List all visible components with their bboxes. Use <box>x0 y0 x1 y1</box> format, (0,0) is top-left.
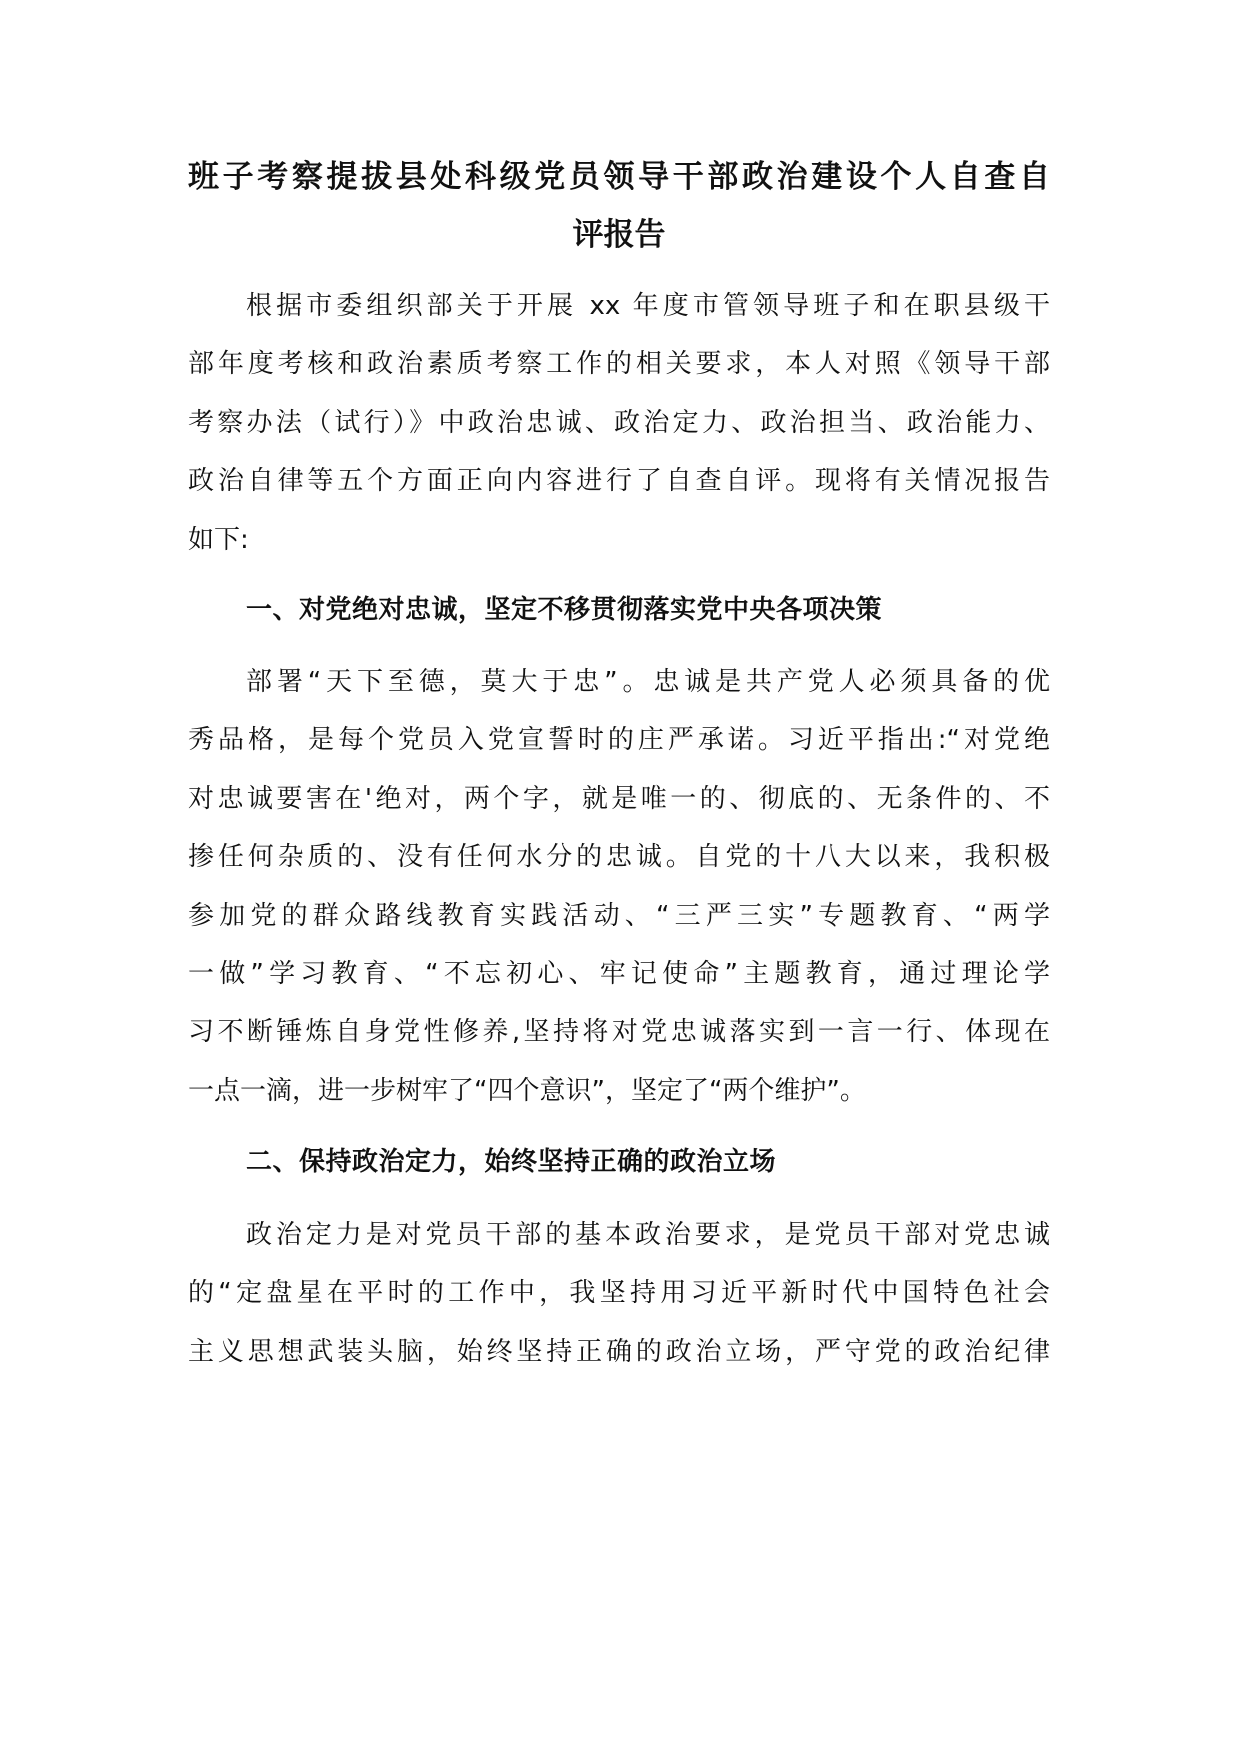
paragraph-line: 秀品格，是每个党员入党宣誓时的庄严承诺。习近平指出:“对党绝 <box>188 725 1050 756</box>
paragraph-line: 部年度考核和政治素质考察工作的相关要求，本人对照《领导干部 <box>188 349 1050 380</box>
paragraph-line: 一做”学习教育、“不忘初心、牢记使命”主题教育，通过理论学 <box>188 958 1050 989</box>
paragraph-line: 部署“天下至德，莫大于忠”。忠诚是共产党人必须具备的优 <box>246 667 1050 697</box>
paragraph-line: 参加党的群众路线教育实践活动、“三严三实”专题教育、“两学 <box>188 900 1050 931</box>
paragraph-line: 如下: <box>188 524 249 555</box>
paragraph-line: 习不断锤炼自身党性修养,坚持将对党忠诚落实到一言一行、体现在 <box>188 1017 1050 1048</box>
section-1-heading: 一、对党绝对忠诚，坚定不移贯彻落实党中央各项决策 <box>246 595 883 625</box>
document-title-line-2: 评报告 <box>572 217 666 253</box>
intro-paragraph <box>188 277 1050 569</box>
paragraph-line: 主义思想武装头脑，始终坚持正确的政治立场，严守党的政治纪律 <box>188 1336 1050 1367</box>
paragraph-line: 政治定力是对党员干部的基本政治要求，是党员干部对党忠诚 <box>246 1220 1050 1250</box>
section-2-heading: 二、保持政治定力，始终坚持正确的政治立场 <box>246 1147 777 1177</box>
paragraph-line: 对忠诚要害在'绝对，两个字，就是唯一的、彻底的、无条件的、不 <box>188 783 1050 814</box>
paragraph-line: 根据市委组织部关于开展 xx 年度市管领导班子和在职县级干 <box>246 291 1050 321</box>
document-title-line-1: 班子考察提拔县处科级党员领导干部政治建设个人自查自 <box>188 159 1050 195</box>
paragraph-line: 的“定盘星在平时的工作中，我坚持用习近平新时代中国特色社会 <box>188 1278 1050 1309</box>
paragraph-line: 掺任何杂质的、没有任何水分的忠诚。自党的十八大以来，我积极 <box>188 842 1050 873</box>
paragraph-line: 一点一滴，进一步树牢了“四个意识”，坚定了“两个维护”。 <box>188 1075 866 1106</box>
section-1-paragraph <box>188 653 1050 1120</box>
section-2-paragraph <box>188 1206 1050 1381</box>
paragraph-line: 考察办法（试行）》中政治忠诚、政治定力、政治担当、政治能力、 <box>188 407 1050 438</box>
paragraph-line: 政治自律等五个方面正向内容进行了自查自评。现将有关情况报告 <box>188 466 1050 497</box>
